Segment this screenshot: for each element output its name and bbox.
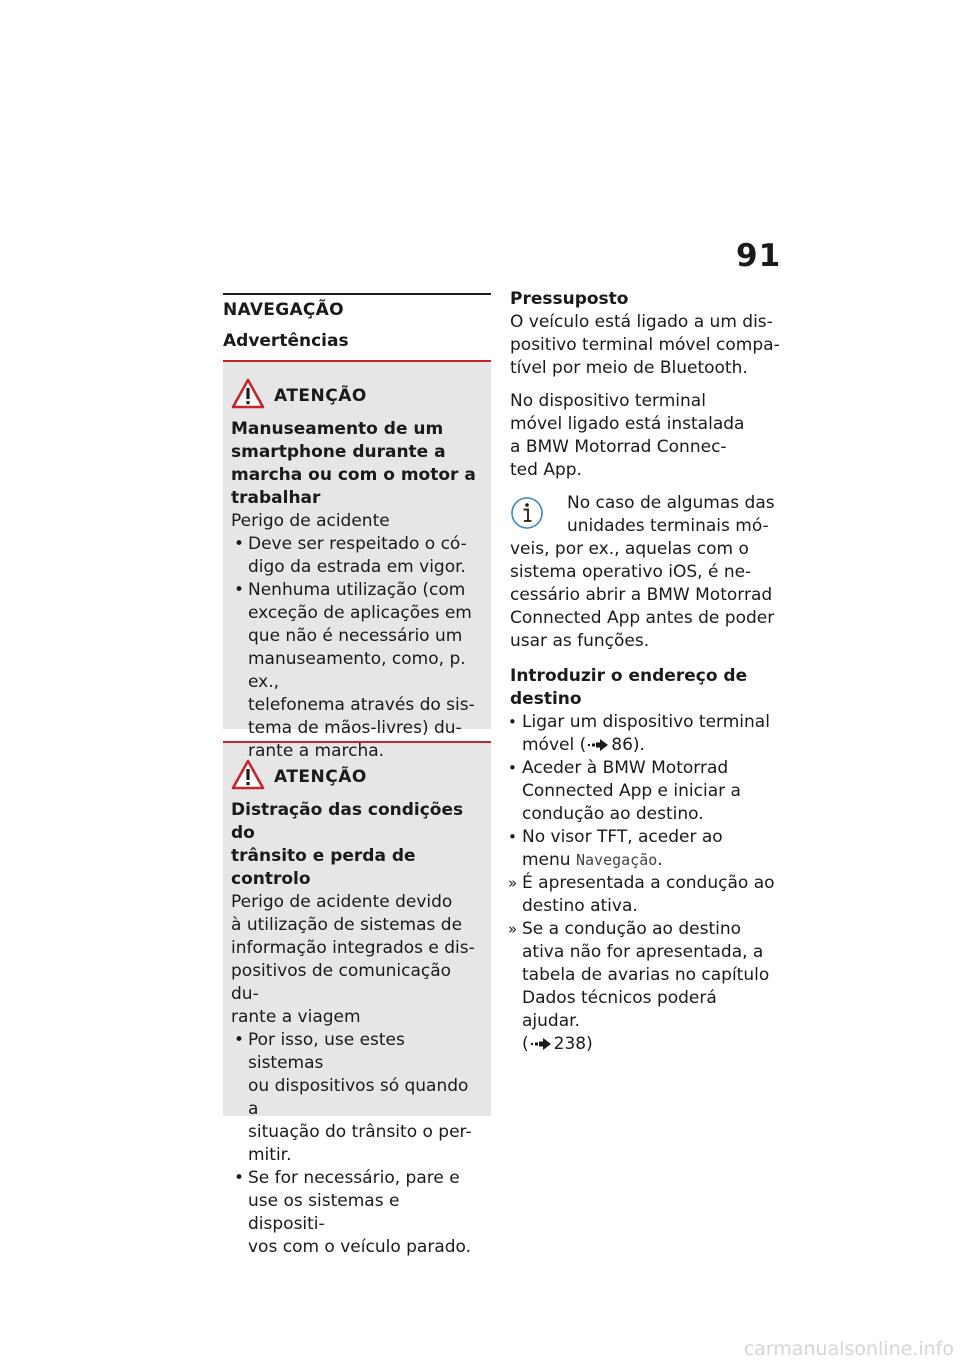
warning-bullets [231, 533, 481, 763]
text-line: que não é necessário um [248, 626, 463, 646]
text-line: Connected App e iniciar a [522, 781, 741, 801]
text-line: positivos de comunicação du- [231, 961, 452, 1004]
warning-triangle-icon [231, 759, 265, 791]
text-line: digo da estrada em vigor. [248, 557, 466, 577]
warning-hazard [231, 510, 481, 533]
text-line: Se a condução ao destino [522, 919, 742, 939]
text-line: ted App. [510, 460, 582, 480]
text-line: informação integrados e dis- [231, 938, 475, 958]
list-item [231, 579, 481, 763]
text-line: Introduzir o endereço de [510, 666, 748, 686]
destination-steps [510, 711, 780, 1056]
bullet-mark: • [234, 1030, 245, 1050]
text-line: à utilização de sistemas de [231, 915, 463, 935]
prerequisite-text [510, 311, 780, 380]
warning-hazard [231, 891, 481, 1029]
page-reference-arrow-icon [531, 1038, 551, 1050]
info-note [510, 492, 780, 653]
text-line: móvel ligado está instalada [510, 414, 745, 434]
text-line: exceção de aplicações em [248, 603, 472, 623]
subsection-title: Advertências [223, 331, 349, 351]
text-line: No visor TFT, aceder ao [522, 827, 723, 847]
list-item [231, 1167, 481, 1259]
text-line: Por isso, use estes sistemas [248, 1030, 405, 1073]
text-span: . [657, 850, 663, 870]
text-line: Manuseamento de um [231, 419, 444, 439]
text-line: mitir. [248, 1145, 292, 1165]
text-line: Se for necessário, pare e [248, 1168, 460, 1188]
page-reference-arrow-icon [588, 739, 608, 751]
text-line: Perigo de acidente [231, 511, 390, 531]
text-line: Aceder à BMW Motorrad [522, 758, 729, 778]
section-title: NAVEGAÇÃO [223, 293, 491, 324]
text-line: tabela de avarias no capítulo [522, 965, 770, 985]
text-line: vos com o veículo parado. [248, 1237, 472, 1257]
page-number: 91 [736, 238, 782, 274]
text-span: móvel ( [522, 735, 587, 755]
text-line: ativa não for apresentada, a [522, 942, 764, 962]
prerequisite-heading: Pressuposto [510, 289, 629, 309]
page-reference: 86). [611, 735, 645, 755]
text-line: Connected App antes de poder [510, 608, 775, 628]
text-line: use os sistemas e dispositi- [248, 1191, 400, 1234]
text-line: Dados técnicos poderá ajudar. [522, 988, 717, 1031]
text-line: Perigo de acidente devido [231, 892, 453, 912]
text-line: Nenhuma utilização (com [248, 580, 466, 600]
text-line: manuseamento, como, p. ex., [248, 649, 466, 692]
text-line: situação do trânsito o per- [248, 1122, 472, 1142]
text-line: unidades terminais mó- [567, 516, 769, 536]
text-line: cessário abrir a BMW Motorrad [510, 585, 773, 605]
text-line: rante a marcha. [248, 741, 385, 761]
text-line: Deve ser respeitado o có- [248, 534, 467, 554]
bullet-mark: • [508, 713, 517, 731]
text-span: ( [522, 1034, 529, 1054]
list-item [510, 826, 780, 872]
warning-label: ATENÇÃO [274, 386, 367, 406]
text-line: veis, por ex., aquelas com o [510, 539, 749, 559]
text-line [522, 734, 780, 757]
text-line: positivo terminal móvel compa- [510, 335, 780, 355]
text-line: usar as funções. [510, 631, 650, 651]
info-icon [510, 496, 544, 530]
text-line: telefonema através do sis- [248, 695, 475, 715]
text-line: trabalhar [231, 488, 321, 508]
text-line: a BMW Motorrad Connec- [510, 437, 727, 457]
warning-box-2 [223, 741, 491, 1257]
text-line: marcha ou com o motor a [231, 465, 476, 485]
text-line: sistema operativo iOS, é ne- [510, 562, 752, 582]
warning-triangle-icon [231, 378, 265, 410]
text-line: Distração das condições do [231, 800, 464, 843]
bullet-mark: • [508, 828, 517, 846]
text-line: ou dispositivos só quando a [248, 1076, 469, 1119]
text-line: No dispositivo terminal [510, 391, 706, 411]
text-line: trânsito e perda de controlo [231, 846, 416, 889]
text-line: No caso de algumas das [567, 493, 775, 513]
text-line: condução ao destino. [522, 804, 704, 824]
list-item [231, 533, 481, 579]
list-item [231, 1029, 481, 1167]
text-line: O veículo está ligado a um dis- [510, 312, 773, 332]
bullet-mark: • [234, 1168, 245, 1188]
text-line: Ligar um dispositivo terminal [522, 712, 770, 732]
text-line: tível por meio de Bluetooth. [510, 358, 748, 378]
result-mark: » [508, 874, 518, 892]
page-reference: 238) [553, 1034, 593, 1054]
warning-subject [231, 418, 481, 510]
text-line: É apresentada a condução ao [522, 873, 775, 893]
bullet-mark: • [508, 759, 517, 777]
list-item [510, 757, 780, 826]
text-line: destino ativa. [522, 896, 638, 916]
menu-name: Navegação [575, 851, 658, 869]
text-line [522, 849, 780, 872]
watermark: carmanualsonline.info [743, 1338, 954, 1360]
list-item [510, 872, 780, 918]
bullet-mark: • [234, 534, 245, 554]
warning-subject [231, 799, 481, 891]
left-column [223, 293, 491, 1257]
text-line: rante a viagem [231, 1007, 361, 1027]
warning-box-1 [223, 360, 491, 761]
list-item [510, 918, 780, 1056]
text-line: tema de mãos-livres) du- [248, 718, 462, 738]
bullet-mark: • [234, 580, 245, 600]
text-line [522, 1033, 780, 1056]
prerequisite-text-2 [510, 390, 780, 482]
destination-heading [510, 665, 780, 711]
right-column [510, 288, 780, 1056]
text-line: destino [510, 689, 582, 709]
warning-label: ATENÇÃO [274, 767, 367, 787]
result-mark: » [508, 920, 518, 938]
warning-head [231, 376, 481, 412]
list-item [510, 711, 780, 757]
text-line: smartphone durante a [231, 442, 446, 462]
warning-bullets [231, 1029, 481, 1259]
text-span: menu [522, 850, 571, 870]
